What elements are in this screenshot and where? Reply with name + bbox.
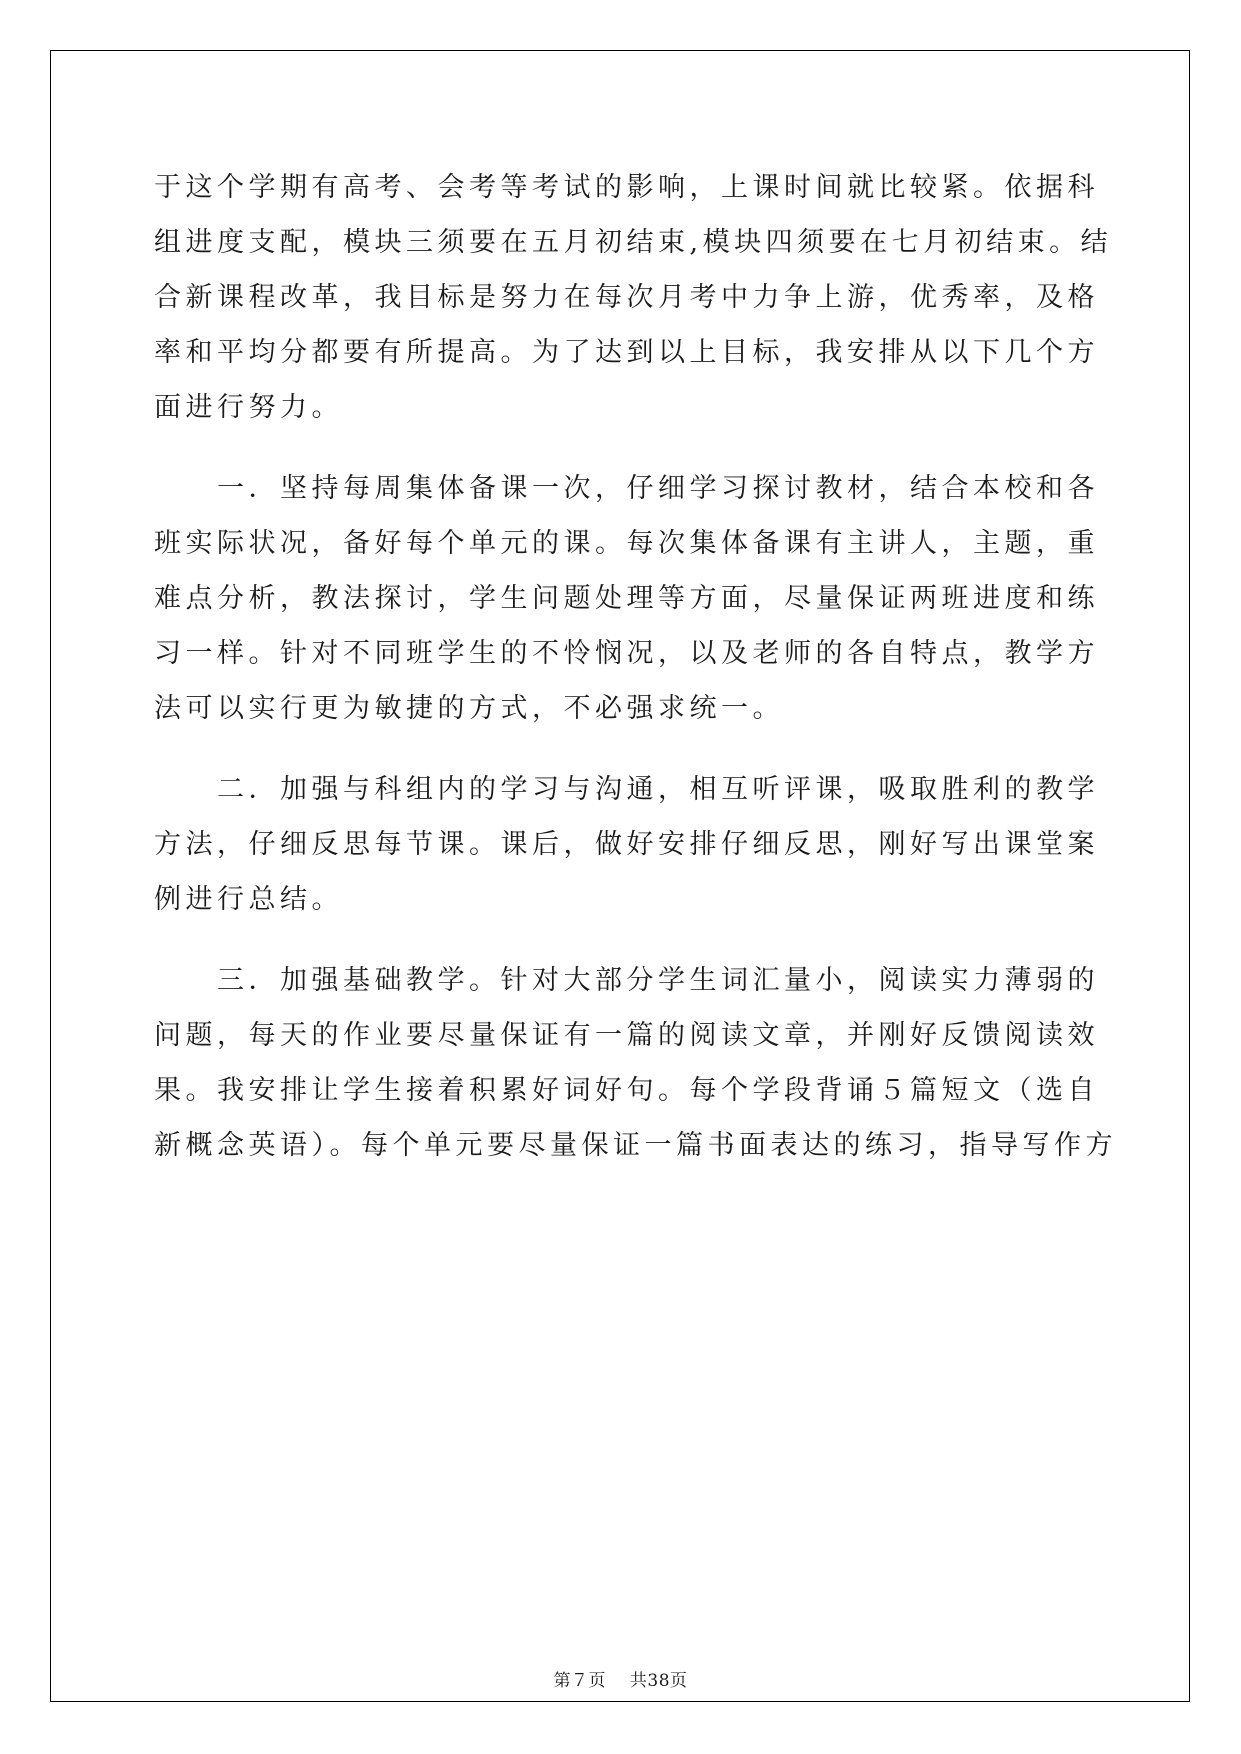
text-line: 合新课程改革，我目标是努力在每次月考中力争上游，优秀率，及格 (154, 282, 1099, 313)
text-line: 新概念英语）。每个单元要尽量保证一篇书面表达的练习，指导写作方 (154, 1130, 1117, 1161)
text-line: 班实际状况，备好每个单元的课。每次集体备课有主讲人，主题，重 (154, 528, 1099, 559)
paragraph-three-start: 三．加强基础教学。针对大部分学生词汇量小，阅读实力薄弱的 (154, 965, 1099, 996)
page-footer (0, 1666, 1241, 1691)
text-line: 例进行总结。 (154, 884, 343, 915)
text-line: 问题，每天的作业要尽量保证有一篇的阅读文章，并刚好反馈阅读效 (154, 1020, 1099, 1051)
text-line: 率和平均分都要有所提高。为了达到以上目标，我安排从以下几个方 (154, 337, 1099, 368)
page-number: 第７页 (553, 1671, 606, 1691)
text-line: 难点分析，教法探讨，学生问题处理等方面，尽量保证两班进度和练 (154, 583, 1099, 614)
text-line: 方法，仔细反思每节课。课后，做好安排仔细反思，刚好写出课堂案 (154, 829, 1099, 860)
text-line: 习一样。针对不同班学生的不怜悯况，以及老师的各自特点，教学方 (154, 638, 1099, 669)
text-line: 组进度支配，模块三须要在五月初结束,模块四须要在七月初结束。结 (154, 227, 1113, 258)
text-line: 果。我安排让学生接着积累好词好句。每个学段背诵５篇短文（选自 (154, 1075, 1099, 1106)
text-line: 法可以实行更为敏捷的方式，不必强求统一。 (154, 693, 784, 724)
text-line: 面进行努力。 (154, 392, 343, 423)
page-total: 共38页 (629, 1671, 688, 1691)
text-line: 于这个学期有高考、会考等考试的影响，上课时间就比较紧。依据科 (154, 172, 1099, 203)
document-body (154, 160, 1117, 1173)
paragraph-one-start: 一．坚持每周集体备课一次，仔细学习探讨教材，结合本校和各 (154, 473, 1099, 504)
paragraph-two-start: 二．加强与科组内的学习与沟通，相互听评课，吸取胜利的教学 (154, 774, 1099, 805)
